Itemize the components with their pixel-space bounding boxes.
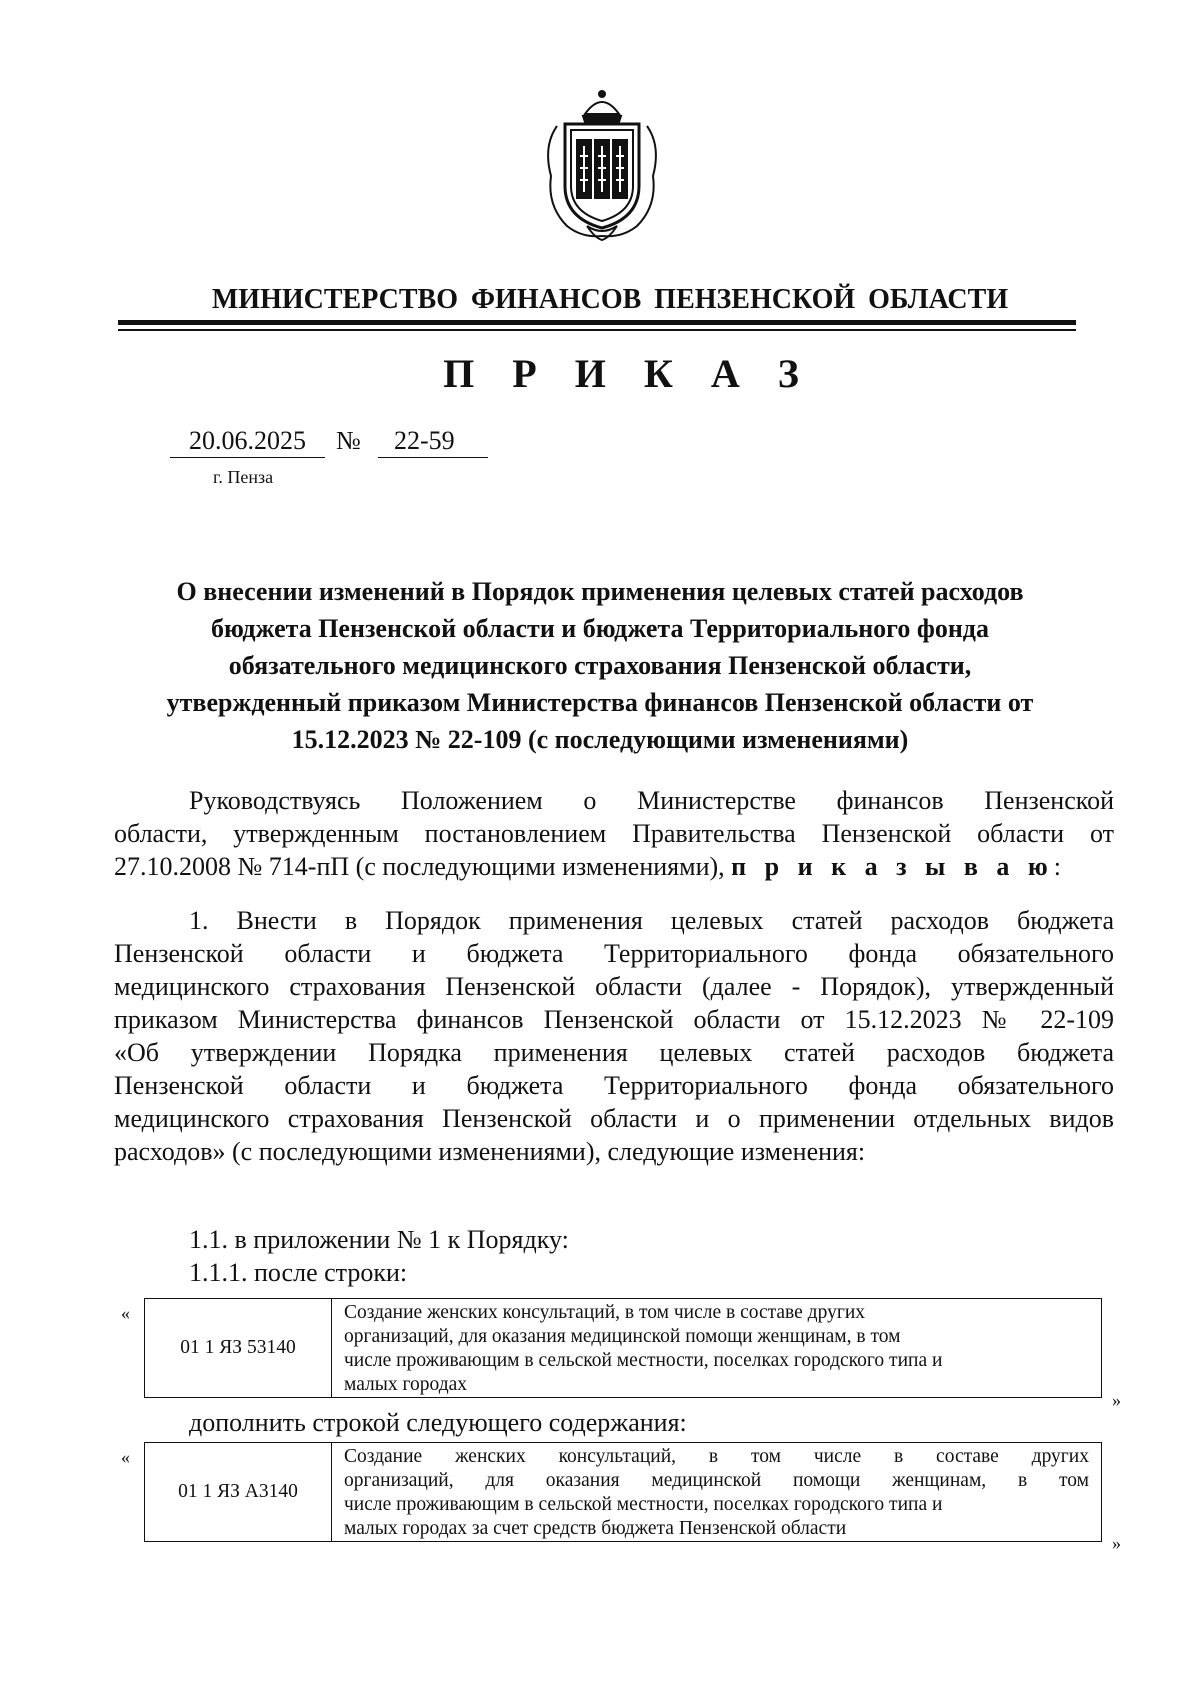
description-line: числе проживающим в сельской местности, поселках городского типа и: [344, 1350, 943, 1371]
subject-line: утвержденный приказом Министерства финансов Пензенской области от: [166, 688, 1034, 717]
paragraph-line: Руководствуясь Положением о Министерстве финансов Пензенской: [189, 786, 1114, 815]
close-quote: »: [1112, 1390, 1121, 1410]
budget-row-new: [144, 1442, 1102, 1542]
paragraph-line: Пензенской области и бюджета Территориального фонда обязательного: [114, 1071, 1114, 1100]
budget-row-existing: [144, 1298, 1102, 1398]
order-date: 20.06.2025: [170, 428, 325, 458]
order-subject: [130, 573, 1070, 758]
coat-of-arms-emblem: [537, 86, 667, 241]
city-label: г. Пенза: [213, 467, 274, 487]
description-line: малых городах: [344, 1374, 468, 1395]
supplement-instruction: дополнить строкой следующего содержания:: [189, 1408, 687, 1437]
close-quote: »: [1112, 1533, 1121, 1553]
preamble-basis: 27.10.2008 № 714-пП (с последующими изменениями),: [114, 852, 732, 881]
paragraph-line: медицинского страхования Пензенской области и о применении отдельных видов: [114, 1104, 1114, 1133]
row-description: [332, 1443, 1102, 1542]
paragraph-line: 1. Внести в Порядок применения целевых статей расходов бюджета: [189, 906, 1114, 935]
item-1-1: 1.1. в приложении № 1 к Порядку:: [189, 1225, 569, 1254]
open-quote: «: [121, 1447, 130, 1467]
document-type-title: П Р И К А З: [443, 351, 813, 396]
open-quote: «: [121, 1303, 130, 1323]
paragraph-line: медицинского страхования Пензенской области (далее - Порядок), утвержденный: [114, 972, 1114, 1001]
paragraph-line: Пензенской области и бюджета Территориального фонда обязательного: [114, 939, 1114, 968]
row-code: 01 1 ЯЗ 53140: [145, 1299, 332, 1398]
description-line: организаций, для оказания медицинской помощи женщинам, в том: [344, 1470, 1089, 1491]
row-description: [332, 1299, 1102, 1398]
description-line: малых городах за счет средств бюджета Пензенской области: [344, 1518, 847, 1539]
paragraph-line: «Об утверждении Порядка применения целевых статей расходов бюджета: [114, 1038, 1114, 1067]
description-line: организаций, для оказания медицинской помощи женщинам, в том: [344, 1326, 901, 1347]
subject-line: бюджета Пензенской области и бюджета Территориального фонда: [211, 614, 989, 643]
paragraph-line: приказом Министерства финансов Пензенской области от 15.12.2023 № 22-109: [114, 1005, 1114, 1034]
header-rule-thin: [118, 329, 1076, 331]
ministry-name: МИНИСТЕРСТВО ФИНАНСОВ ПЕНЗЕНСКОЙ ОБЛАСТИ: [211, 284, 1009, 315]
description-line: Создание женских консультаций, в том числе в составе других: [344, 1446, 1089, 1467]
description-line: числе проживающим в сельской местности, поселках городского типа и: [344, 1494, 943, 1515]
row-code: 01 1 ЯЗ А3140: [145, 1443, 332, 1542]
paragraph-line: расходов» (с последующими изменениями), следующие изменения:: [114, 1137, 866, 1166]
subject-line: обязательного медицинского страхования Пензенской области,: [228, 651, 972, 680]
subject-line: О внесении изменений в Порядок применения целевых статей расходов: [176, 577, 1024, 606]
decree-word: п р и к а з ы в а ю: [731, 852, 1054, 881]
order-number: 22-59: [378, 428, 488, 458]
item-1-1-1: 1.1.1. после строки:: [189, 1258, 408, 1287]
decree-colon: :: [1053, 852, 1061, 881]
number-sign: №: [336, 426, 361, 455]
paragraph-line: [114, 850, 1114, 883]
header-rule-thick: [118, 320, 1076, 325]
subject-line: 15.12.2023 № 22-109 (с последующими изменениями): [291, 725, 909, 754]
preamble-paragraph: [114, 784, 1114, 883]
item-1-paragraph: [114, 904, 1114, 1168]
description-line: Создание женских консультаций, в том числе в составе других: [344, 1302, 866, 1323]
paragraph-line: области, утвержденным постановлением Правительства Пензенской области от: [114, 819, 1114, 848]
